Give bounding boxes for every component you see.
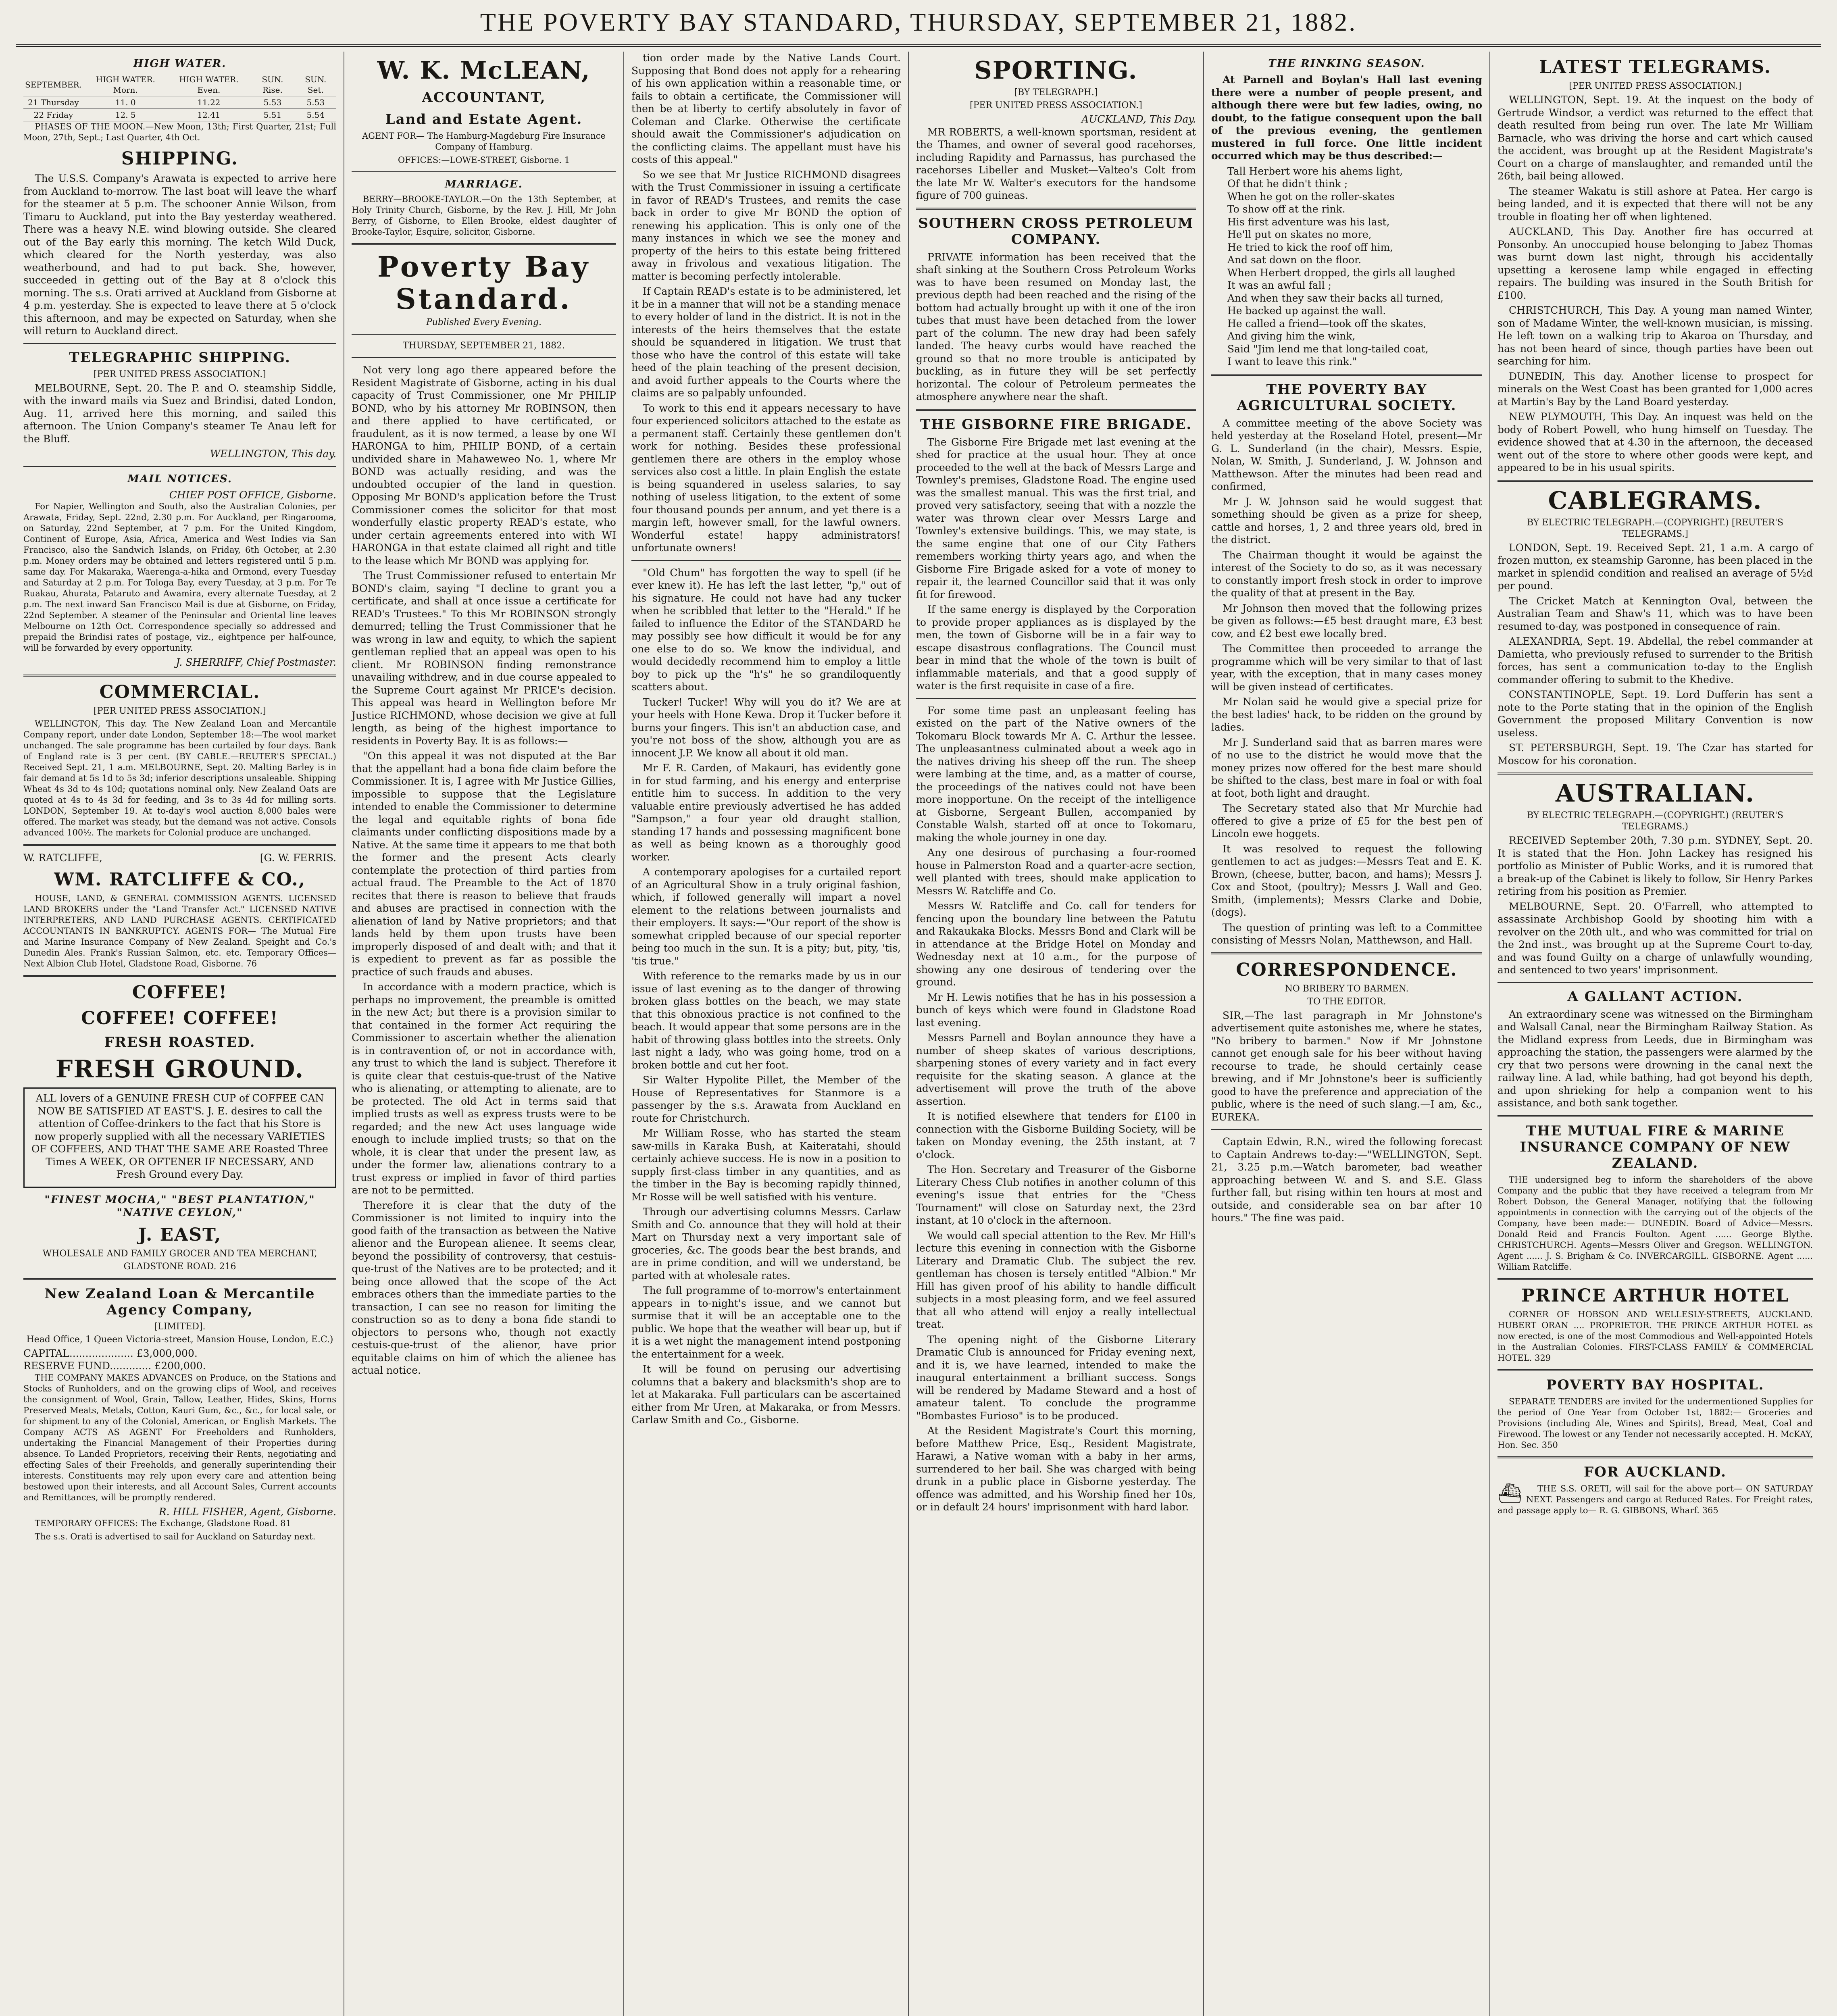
fresh-ground: FRESH GROUND.	[55, 1055, 304, 1083]
corr-head: NO BRIBERY TO BARMEN.	[1285, 983, 1409, 994]
moon-note: PHASES OF THE MOON.—New Moon, 13th; First Quarter, 21st; Full Moon, 27th, Sept.; Last Quarter, 4th Oct.	[23, 122, 336, 142]
ratcliffe-firm: WM. RATCLIFFE & CO.,	[54, 869, 306, 890]
poem-line: I want to leave this rink."	[1227, 356, 1357, 367]
corr-to: TO THE EDITOR.	[1307, 996, 1386, 1007]
fresh-roasted: FRESH ROASTED.	[104, 1034, 256, 1050]
paper-date: THURSDAY, SEPTEMBER 21, 1882.	[402, 341, 565, 351]
article-para: Mr F. R. Carden, of Makauri, has evidently gone in for stud farming, and his energy and enterprise entitle him to success. In addition to the very valuable entire previously advertised he has added "Sampson," a four year old draught stallion, standing 17 hands and possessing magnificent bone as well as being known as a thoroughly good worker.	[631, 762, 901, 863]
latest-sub: [PER UNITED PRESS ASSOCIATION.]	[1569, 81, 1741, 91]
tide-cell: 5.53	[250, 96, 295, 109]
cable-item: CONSTANTINOPLE, Sept. 19. Lord Dufferin has sent a note to the Porte stating that in the opinion of the English Government the proposed Military Convention is now useless.	[1498, 689, 1813, 739]
mail-office: CHIEF POST OFFICE, Gisborne.	[169, 489, 336, 501]
article-para: So we see that Mr Justice RICHMOND disagrees with the Trust Commissioner in issuing a certificate in favor of READ's Trustees, and remits the case back in order to give Mr BOND the option of renewing his application. This is only one of the many instances in which we see the money and property of the heirs to this estate being frittered away in frivolous and vexatious litigation. The matter is becoming perfectly intolerable.	[631, 169, 901, 282]
nzloan-reserve: RESERVE FUND............. £200,000.	[23, 1360, 206, 1372]
agri-para: The Chairman thought it would be against the interest of the Society to do so, as it was necessary to constantly import fresh stock in order to improve the quality of that at present in the Bay.	[1211, 549, 1482, 599]
rink-poem	[1211, 165, 1482, 368]
tide-header: SUN. Set.	[295, 73, 336, 96]
poem-line: He backed up against the wall.	[1227, 305, 1386, 317]
latest-title: LATEST TELEGRAMS.	[1539, 57, 1772, 77]
commercial-title: COMMERCIAL.	[99, 681, 260, 702]
telegram-item: CHRISTCHURCH, This Day. A young man named Winter, son of Madame Winter, the well-known musician, is missing. He left town on a walking trip to Akaroa on Thursday, and has not been heard of since, though parties have been out searching for him.	[1498, 304, 1813, 367]
mail-title: MAIL NOTICES.	[127, 473, 232, 485]
column-4	[908, 52, 1203, 2016]
telegraphic-sub: [PER UNITED PRESS ASSOCIATION.]	[94, 369, 266, 379]
article-para: To work to this end it appears necessary to have four experienced solicitors attached to the estate as a permanent staff. Certainly these gentlemen don't work for nothing. Besides these professional gentlemen there are others in the employ whose services also cost a little. In plain English the estate is being squandered in useless salaries, to say nothing of useless litigation, to the extent of some four thousand pounds per annum, and yet there is a margin left, however small, for the lawful owners. Wonderful estate! happy administrators! unfortunate owners!	[631, 402, 901, 554]
rinking-text: At Parnell and Boylan's Hall last evening there were a number of people present, and although there were but few ladies, owing, no doubt, to the fatigue consequent upon the ball of the previous evening, the gentlemen mustered in full force. One little incident occurred which may be thus described:—	[1211, 74, 1482, 162]
telegram-item: NEW PLYMOUTH, This Day. An inquest was held on the body of Robert Powell, who hung himself on Tuesday. The evidence showed that at 4.30 in the afternoon, the deceased went out of the store to where other goods were kept, and appeared to be in his usual spirits.	[1498, 411, 1813, 473]
australian-item: MELBOURNE, Sept. 20. O'Farrell, who attempted to assassinate Archbishop Goold by shooting him with a revolver on the 20th ult., and who was committed for trial on the 2nd inst., was brought up at the Supreme Court to-day, and was found Guilty on a charge of unlawfully wounding, and sentenced to two years' imprisonment.	[1498, 900, 1813, 976]
telegram-item: AUCKLAND, This Day. Another fire has occurred at Ponsonby. An unoccupied house belonging to Jabez Thomas was burnt down last night, through his accidentally upsetting a kerosene lamp while engaged in effecting repairs. The building was insured in the South British for £100.	[1498, 226, 1813, 301]
shipping-title: SHIPPING.	[121, 148, 239, 169]
poem-line: Tall Herbert wore his ahems light,	[1227, 165, 1403, 177]
sporting-title: SPORTING.	[974, 56, 1138, 85]
telegraphic-title: TELEGRAPHIC SHIPPING.	[69, 349, 291, 366]
coffee-varieties: "FINEST MOCHA," "BEST PLANTATION," "NATIVE CEYLON,"	[44, 1193, 315, 1219]
fire-para: The Gisborne Fire Brigade met last evening at the shed for practice at the usual hour. They at once proceeded to the well at the back of Messrs Large and Townley's premises, Gladstone Road. The engine used was the smallest manual. This was the first trial, and proved very satisfactory, seeing that with a nozzle the water was thrown clear over Messrs Large and Townley's extensive buildings. This, we may state, is the same engine that one of our City Fathers remembers working thirty years ago, and when the Gisborne Fire Brigade asked for a vote of money to repair it, the learned Councillor said that it was only fit for firewood.	[916, 436, 1196, 600]
tide-cell: 21 Thursday	[23, 96, 83, 109]
agri-para: The question of printing was left to a Committee consisting of Messrs Nolan, Matthewson, and Hall.	[1211, 921, 1482, 946]
ratcliffe-lines: HOUSE, LAND, & GENERAL COMMISSION AGENTS. LICENSED LAND BROKERS under the "Land Transfer Act." LICENSED NATIVE INTERPRETERS, AND LAND PURCHASE AGENTS. CERTIFICATED ACCOUNTANTS IN BANKRUPTCY. AGENTS FOR— The Mutual Fire and Marine Insurance Company of New Zealand. Speight and Co.'s Dunedin Ales. Frank's Russian Salmon, etc. etc. Temporary Offices—Next Albion Club Hotel, Gladstone Road, Gisborne. 76	[23, 893, 336, 968]
editorial-para: In accordance with a modern practice, which is perhaps no improvement, the preamble is omitted in the new Act; but there is a provision similar to that contained in the former Act requiring the Commissioner to ascertain whether the alienation is in contravention of, or not in accordance with, any trust to which the land is subject. Therefore it is quite clear that cestuis-que-trust of the Native who is alienating, or attempting to alienate, are to be protected. The old Act in terms said that implied trusts as well as express trusts were to be regarded; and the new Act uses language wide enough to include implied trusts; so that on the whole, it is clear that under the present law, as under the former law, alienations contrary to a trust express or implied in favor of third parties are not to be permitted.	[352, 981, 616, 1196]
agri-para: Mr Johnson then moved that the following prizes be given as follows:—£5 best draught mare, £3 best cow, and £2 best ewe locally bred.	[1211, 602, 1482, 639]
mclean-sub: Land and Estate Agent.	[385, 111, 583, 127]
coffee-box	[23, 1087, 336, 1188]
poem-line: And when they saw their backs all turned,	[1227, 292, 1443, 304]
poem-line: When he got on the roller-skates	[1227, 190, 1395, 202]
poem-line: He tried to kick the roof off him,	[1227, 241, 1393, 253]
prince-title: PRINCE ARTHUR HOTEL	[1521, 1285, 1789, 1306]
table-row	[23, 96, 336, 109]
poem-line: And sat down on the floor.	[1227, 254, 1362, 266]
nzloan-office: Head Office, 1 Queen Victoria-street, Mansion House, London, E.C.)	[26, 1334, 333, 1345]
agri-para: It was resolved to request the following gentlemen to act as judges:—Messrs Teat and E. K. Brown, (cheese, butter, bacon, and hams); Messrs J. Cox and Stoot, (poultry); Messrs J. Wall and Geo. Smith, (implements); Messrs Clarke and Dobie, (dogs).	[1211, 843, 1482, 918]
tide-cell: 5.51	[250, 109, 295, 121]
auckland-title: FOR AUCKLAND.	[1584, 1464, 1727, 1480]
article-para: With reference to the remarks made by us in our issue of last evening as to the danger of throwing broken glass bottles on the beach, we may state that this obnoxious practice is not confined to the beach. It would appear that some persons are in the habit of throwing glass bottles into the streets. Only last night a lady, who was going home, trod on a broken bottle and cut her foot.	[631, 970, 901, 1071]
poem-line: It was an awful fall ;	[1227, 279, 1332, 291]
mail-text: For Napier, Wellington and South, also the Australian Colonies, per Arawata, Friday, Sept. 22nd, 2.30 p.m. For Auckland, per Ringarooma, on Saturday, 22nd September, at 7 p.m. For the United Kingdom, Continent of Europe, Asia, Africa, America and West Indies via San Francisco, also the Sandwich Islands, on Friday, 6th October, at 2.30 p.m. Money orders may be obtained and letters registered until 5 p.m. same day. For Makaraka, Waerenga-a-hika and Ormond, every Tuesday and Saturday at 2 p.m. For Tologa Bay, every Tuesday, at 3 p.m. For Te Ruakau, Ahurata, Pataruto and Awamira, every alternate Tuesday, at 2 p.m. The next inward San Francisco Mail is due at Gisborne, on Friday, 22nd September. A steamer of the Peninsular and Oriental line leaves Melbourne on 12th Oct. Correspondence specially so addressed and prepaid the Brindisi rates of postage, viz., eightpence per half-ounce, will be forwarded by every opportunity.	[23, 502, 336, 653]
telegram-item: The steamer Wakatu is still ashore at Patea. Her cargo is being landed, and it is expected that there will not be any trouble in floating her off when lightened.	[1498, 185, 1813, 223]
agri-para: Mr J. Sunderland said that as barren mares were of no use to the district he would move that the money prizes now offered for the best mare should be shifted to the class, best mare in foal or with foal at foot, both light and draught.	[1211, 736, 1482, 799]
east-trade: WHOLESALE AND FAMILY GROCER AND TEA MERCHANT,	[42, 1248, 317, 1259]
poem-line: His first adventure was his last,	[1227, 216, 1390, 228]
telegram-item: DUNEDIN, This day. Another license to prospect for minerals on the West Coast has been granted for 1,000 acres at Martin's Bay by the Land Board yesterday.	[1498, 370, 1813, 408]
article-para: Through our advertising columns Messrs. Carlaw Smith and Co. announce that they will hold at their Mart on Thursday next a very important sale of groceries, &c. The goods bear the best brands, and are in prime condition, and will we understand, be parted with at wholesale rates.	[631, 1206, 901, 1281]
commercial-sub: [PER UNITED PRESS ASSOCIATION.]	[94, 706, 266, 716]
news-para: For some time past an unpleasant feeling has existed on the part of the Native owners of the Tokomaru Block towards Mr A. C. Arthur the lessee. The unpleasantness culminated about a week ago in the natives driving his sheep off the run. The sheep were lambing at the time, and, as a matter of course, the proceedings of the natives could not have been more inopportune. On the receipt of the intelligence at Gisborne, Sergeant Bullen, accompanied by Constable Walsh, started off at once to Tokomaru, making the whole journey in one day.	[916, 704, 1196, 843]
marriage-title: MARRIAGE.	[445, 178, 523, 190]
column-2	[344, 52, 623, 2016]
cable-sub: BY ELECTRIC TELEGRAPH.—(COPYRIGHT.) [REUTER'S TELEGRAMS.]	[1527, 517, 1783, 539]
tide-cell: 12.41	[168, 109, 250, 121]
poem-line: And giving him the wink,	[1227, 330, 1356, 342]
news-para: At the Resident Magistrate's Court this morning, before Matthew Price, Esq., Resident Magistrate, Harawi, a Native woman with a baby in her arms, surrendered to her bail. She was charged with being drunk in a public place in Gisborne yesterday. The offence was admitted, and his Worship fined her 10s, or in default 24 hours' imprisonment with hard labor.	[916, 1425, 1196, 1513]
poem-line: To show off at the rink.	[1227, 203, 1345, 215]
news-para: The Hon. Secretary and Treasurer of the Gisborne Literary Chess Club notifies in another column of this evening's issue that entries for the "Chess Tournament" will close on Saturday next, the 23rd instant, at 10 o'clock in the afternoon.	[916, 1164, 1196, 1226]
sporting-sub2: [PER UNITED PRESS ASSOCIATION.]	[970, 100, 1142, 110]
tide-header: HIGH WATER. Even.	[168, 73, 250, 96]
coffee-text: ALL lovers of a GENUINE FRESH CUP of COFFEE CAN NOW BE SATISFIED AT EAST'S. J. E. desires to call the attention of Coffee-drinkers to the fact that his Store is now properly supplied with all the necessary VARIETIES OF COFFEES, AND THAT THE SAME ARE Roasted Three Times A WEEK, OR OFTENER IF NECESSARY, AND Fresh Ground every Day.	[31, 1092, 328, 1180]
news-para: Messrs Parnell and Boylan announce they have a number of sheep skates of various descriptions, sharpening stones of every variety and in fact every requisite for the skating season. A glance at the advertisement will prove the truth of the above assertion.	[916, 1032, 1196, 1107]
poem-line: When Herbert dropped, the girls all laughed	[1227, 267, 1456, 279]
fire-para: If the same energy is displayed by the Corporation to provide proper appliances as is displayed by the men, the town of Gisborne will be in a fair way to escape disastrous conflagrations. The Council must bear in mind that the whole of the town is built of inflammable materials, and that a good supply of water is the first requisite in case of a fire.	[916, 604, 1196, 691]
corr-text: SIR,—The last paragraph in Mr Johnstone's advertisement quite astonishes me, where he states, "No bribery to barmen." Now if Mr Johnstone cannot get enough sale for his beer without having recourse to trade, he should certainly cease brewing, and if Mr Johnstone's beer is sufficiently good to have the preference and appreciation of the public, where is the need of such slang.—I am, &c., EUREKA.	[1211, 1009, 1482, 1123]
column-1	[16, 52, 344, 2016]
nzloan-ltd: [LIMITED].	[154, 1321, 206, 1332]
shipping-text: The U.S.S. Company's Arawata is expected to arrive here from Auckland to-morrow. The last boat will leave the wharf for the steamer at 5 p.m. The schooner Annie Wilson, from Timaru to Auckland, put into the Bay yesterday weathered. There was a heavy N.E. wind blowing outside. She cleared out of the Bay early this morning. The ketch Wild Duck, which cleared for the North yesterday, was also weatherbound, and had to put back. She, however, succeeded in getting out of the Bay at 8 o'clock this morning. The s.s. Orati arrived at Auckland from Gisborne at 4 p.m. yesterday. She is expected to leave there at 5 o'clock this afternoon, and may be expected on Saturday, when she will return to Auckland direct.	[23, 173, 336, 337]
article-para: The full programme of to-morrow's entertainment appears in to-night's issue, and we cannot but surmise that it will be an acceptable one to the public. We hope that the weather will bear up, but if it is a wet night the management intend postponing the entertainment for a week.	[631, 1285, 901, 1360]
tide-table	[23, 73, 336, 121]
australian-item: RECEIVED September 20th, 7.30 p.m. SYDNEY, Sept. 20. It is stated that the Hon. John Lackey has resigned his portfolio as Minister of Public Works, and it is rumored that a break-up of the Cabinet is likely to follow, Sir Henry Parkes retiring from his position as Premier.	[1498, 835, 1813, 897]
tide-header: SEPTEMBER.	[23, 73, 83, 96]
poem-line: Said "Jim lend me that long-tailed coat,	[1227, 343, 1429, 355]
sporting-sub: [BY TELEGRAPH.]	[1014, 87, 1098, 98]
tide-cell: 12. 5	[83, 109, 168, 121]
east-name: J. EAST,	[138, 1224, 222, 1245]
table-row	[23, 109, 336, 121]
mutual-text: THE undersigned beg to inform the shareholders of the above Company and the public that they have received a telegram from Mr Robert Dobson, the General Manager, notifying that the following appointments in connection with the carrying out of the objects of the Company, have been made:— DUNEDIN. Board of Advice—Messrs. Donald Reid and Francis Foulton. Agent ...... George Blythe. CHRISTCHURCH. Agents—Messrs Oliver and Gregson. WELLINGTON. Agent ...... J. S. Brigham & Co. INVERCARGILL. GISBORNE. Agent ...... William Ratcliffe.	[1498, 1175, 1813, 1272]
telegraphic-text: MELBOURNE, Sept. 20. The P. and O. steamship Siddle, with the inward mails via Suez and Brindisi, dated London, Aug. 11, arrived here this morning, and sailed this afternoon. The Union Company's steamer Te Anau left for the Bluff.	[23, 382, 336, 445]
masthead: THE POVERTY BAY STANDARD, THURSDAY, SEPTEMBER 21, 1882.	[16, 0, 1821, 47]
article-para: tion order made by the Native Lands Court. Supposing that Bond does not apply for a rehearing of his own application within a reasonable time, or fails to obtain a certificate, the Commissioner will then be at liberty to certify absolutely in favor of Coleman and Clarke. Otherwise the certificate should await the Commissioner's adjudication on the conflicting claims. The appellant must have his costs of this appeal."	[631, 52, 901, 165]
mutual-title: THE MUTUAL FIRE & MARINE INSURANCE COMPANY OF NEW ZEALAND.	[1520, 1123, 1791, 1171]
scpc-text: PRIVATE information has been received that the shaft sinking at the Southern Cross Petroleum Works was to have been resumed on Monday last, the previous depth had been reached and the rising of the bottom had actually brought up with it one of the iron tubes that must have been detached from the lower part of the column. The new dray had been safely landed. The heavy curbs would have reached the ground so that no more trouble is anticipated by buckling, as in future they will be set perfectly horizontal. The colour of Petroleum permeates the atmosphere anywhere near the shaft.	[916, 251, 1196, 402]
article-para: A contemporary apologises for a curtailed report of an Agricultural Show in a truly original fashion, which, if followed generally will impart a novel element to the relations between journalists and their employers. It says:—"Our report of the show is somewhat crippled because of our special reporter being too much in the sun. It is a pity; but, pity, 'tis, 'tis true."	[631, 866, 901, 967]
hospital-text: SEPARATE TENDERS are invited for the undermentioned Supplies for the period of One Year from October 1st, 1882:— Groceries and Provisions (including Ale, Wines and Spirits), Bread, Meat, Coal and Firewood. The lowest or any Tender not necessarily accepted. H. McKAY, Hon. Sec. 350	[1498, 1396, 1813, 1450]
tide-header: HIGH WATER. Morn.	[83, 73, 168, 96]
nzloan-temp: TEMPORARY OFFICES: The Exchange, Gladstone Road. 81	[35, 1518, 291, 1528]
news-para: The opening night of the Gisborne Literary Dramatic Club is announced for Friday evening next, and it is, we have learned, intended to make the inaugural entertainment a brilliant success. Songs will be rendered by Madame Steward and a host of amateur talent. To conclude the programme "Bombastes Furioso" is to be produced.	[916, 1333, 1196, 1422]
column-5	[1203, 52, 1489, 2016]
column-3	[623, 52, 908, 2016]
telegraphic-dateline: WELLINGTON, This day.	[210, 448, 336, 460]
ratcliffe-partners	[23, 852, 336, 864]
corr2-text: Captain Edwin, R.N., wired the following forecast to Captain Andrews to-day:—"WELLINGTON, Sept. 21, 3.25 p.m.—Watch barometer, bad weather approaching between W. and S. and S.E. Glass further fall, but rising within ten hours at most and outside, and considerable sea on bar after 10 hours." The fine was paid.	[1211, 1136, 1482, 1224]
hospital-title: POVERTY BAY HOSPITAL.	[1546, 1377, 1764, 1393]
gallant-text: An extraordinary scene was witnessed on the Birmingham and Walsall Canal, near the Birmingham Railway Station. As the Midland express from Leeds, due in Birmingham was approaching the station, the passengers were alarmed by the cry that two persons were drowning in the canal next the railway line. A lad, while bathing, had got beyond his depth, and upon shrieking for help a companion went to his assistance, and both sank together.	[1498, 1008, 1813, 1109]
mclean-title: ACCOUNTANT,	[422, 90, 546, 106]
poem-line: Of that he didn't think ;	[1227, 178, 1348, 190]
ratcliffe-right: [G. W. FERRIS.	[260, 852, 336, 864]
news-para: It is notified elsewhere that tenders for £100 in connection with the Gisborne Building Society, will be taken on Monday evening, the 25th instant, at 7 o'clock.	[916, 1110, 1196, 1160]
marriage-text: BERRY—BROOKE-TAYLOR.—On the 13th September, at Holy Trinity Church, Gisborne, by the Rev. J. Hill, Mr John Berry, of Gisborne, to Ellen Brooke, eldest daughter of Brooke-Taylor, Esquire, solicitor, Gisborne.	[352, 194, 616, 237]
ratcliffe-left: W. RATCLIFFE,	[23, 852, 102, 864]
orati-note: The s.s. Orati is advertised to sail for Auckland on Saturday next.	[35, 1532, 316, 1541]
mclean-offices: OFFICES:—LOWE-STREET, Gisborne. 1	[398, 155, 570, 165]
paper-title: Poverty Bay Standard.	[377, 250, 591, 316]
article-para: If Captain READ's estate is to be administered, let it be in a manner that will not be a standing menace to every holder of land in the district. It is not in the interests of the heirs themselves that the estate should be squandered in litigation. We trust that those who have the control of this estate will take heed of the plain teaching of the present decision, and avoid further appeals to the Courts where the claims are so palpably unfounded.	[631, 285, 901, 399]
sporting-dateline: AUCKLAND, This Day.	[1081, 113, 1196, 125]
news-para: We would call special attention to the Rev. Mr Hill's lecture this evening in connection with the Gisborne Literary and Dramatic Club. The subject the rev. gentleman has chosen is tersely entitled "Albion." Mr Hill has given proof of his ability to handle difficult subjects in a most pleasing form, and we feel assured that all who attend will enjoy a really intellectual treat.	[916, 1229, 1196, 1330]
nzloan-capital: CAPITAL.................... £3,000,000.	[23, 1347, 198, 1359]
editorial-para: Not very long ago there appeared before the Resident Magistrate of Gisborne, acting in his dual capacity of Trust Commissioner, one Mr PHILIP BOND, who by his attorney Mr ROBINSON, then and there applied to have certificated, or fraudulent, as it is now termed, a lease by one WI HARONGA to him, PHILIP BOND, of a certain undivided share in Mahaweweo No. 1, where Mr BOND was actually residing, and was the undoubted occupier of the land in question. Opposing Mr BOND's application before the Trust Commissioner comes the solicitor for that most wonderfully elastic property READ's estate, who under certain agreements entered into with WI HARONGA in that estate claimed all right and title to the lease which Mr BOND was applying for.	[352, 364, 616, 566]
australian-sub: BY ELECTRIC TELEGRAPH.—(COPYRIGHT.) (REUTER'S TELEGRAMS.)	[1527, 810, 1783, 832]
nzloan-text: THE COMPANY MAKES ADVANCES on Produce, on the Stations and Stocks of Runholders, and on the growing clips of Wool, and receives the consignment of Wool, Grain, Tallow, Leather, Hides, Skins, Horns Preserved Meats, Metals, Cotton, Kauri Gum, &c., &c., for local sale, or for shipment to any of the Colonial, American, or English Markets. The Company ACTS AS AGENT For Freeholders and Runholders, undertaking the Financial Management of their Properties during absence. To Landed Proprietors, receiving their Rents, negotiating and effecting Sales of their Freeholds, and generally superintending their interests. Constituents may rely upon every care and attention being bestowed upon their interests, and all Account Sales, Current accounts and Remittances, will be promptly rendered.	[23, 1372, 336, 1502]
nzloan-title: New Zealand Loan & Mercantile Agency Company,	[44, 1285, 315, 1318]
agri-para: Mr Nolan said he would give a special prize for the best ladies' hack, to be ridden on the ground by ladies.	[1211, 696, 1482, 733]
agri-para: A committee meeting of the above Society was held yesterday at the Roseland Hotel, present—Mr G. L. Sunderland (in the chair), Messrs. Espie, Nolan, W. Smith, J. Sunderland, J. W. Johnson and Matthewson. After the minutes had been read and confirmed,	[1211, 417, 1482, 492]
poem-line: He called a friend—took off the skates,	[1227, 317, 1427, 329]
scpc-title: SOUTHERN CROSS PETROLEUM COMPANY.	[918, 215, 1194, 248]
editorial-para: The Trust Commissioner refused to entertain Mr BOND's claim, saying "I decline to grant you a certificate, and shall at once issue a certificate for READ's Trustees." To this Mr ROBINSON strongly demurred; telling the Trust Commissioner that he was wrong in law and equity, to which the sapient gentleman replied that an appeal was open to his client. Mr ROBINSON finding remonstrance unavailing withdrew, and in due course appealed to the Supreme Court against Mr PRICE's decision. This appeal was heard in Wellington before Mr Justice RICHMOND, whose decision we give at full length, as being of the highest importance to residents in Poverty Bay. It is as follows:—	[352, 570, 616, 747]
tide-cell: 5.53	[295, 96, 336, 109]
nzloan-agent: R. HILL FISHER, Agent, Gisborne.	[158, 1506, 336, 1518]
news-para: Messrs W. Ratcliffe and Co. call for tenders for fencing upon the boundary line between the Patutu and Rakaukaka Blocks. Messrs Bond and Clark will be in attendance at the Bridge Hotel on Monday and Wednesday next at 10 a.m., for the purpose of showing any one desirous of tendering over the ground.	[916, 900, 1196, 988]
tide-cell: 5.54	[295, 109, 336, 121]
article-para: "Old Chum" has forgotten the way to spell (if he ever knew it). He has left the last letter, "p," out of his signature. He could not have had any tucker when he scribbled that letter to the "Herald." If he failed to influence the Editor of the STANDARD he may possibly see how difficult it would be for any one else to do so. We know the individual, and would decidedly recommend him to employ a little boy to pick up the "h's" he so grandiloquently scatters about.	[631, 566, 901, 693]
agri-para: The Committee then proceeded to arrange the programme which will be very similar to that of last year, with the exception, that in many cases money will be given instead of certificates.	[1211, 643, 1482, 693]
prince-text: CORNER OF HOBSON AND WELLESLY-STREETS, AUCKLAND. HUBERT ORAN .... PROPRIETOR. THE PRINCE ARTHUR HOTEL as now erected, is one of the most Commodious and Well-appointed Hotels in the Australian Colonies. FIRST-CLASS FAMILY & COMMERCIAL HOTEL. 329	[1498, 1309, 1813, 1363]
commercial-text: WELLINGTON, This day. The New Zealand Loan and Mercantile Company report, under date London, September 18:—The wool market unchanged. The sale programme has been curtailed by four days. Bank of England rate is 3 per cent. (BY CABLE.—REUTER'S SPECIAL.) Received Sept. 21, 1 a.m. MELBOURNE, Sept. 20. Malting Barley is in fair demand at 5s 1d to 5s 3d; inferior descriptions unsaleable. Shipping Wheat 4s 3d to 4s 10d; quotations nominal only. New Zealand Oats are quoted at 4s to 4s 3d for feeding, and 3s to 3s 4d for milling sorts. LONDON, September 19. At to-day's wool auction 8,000 bales were offered. The market was steady, but the demand was not active. Consols advanced 100½. The markets for Colonial produce are unchanged.	[23, 719, 336, 837]
sporting-text: MR ROBERTS, a well-known sportsman, resident at the Thames, and owner of several good racehorses, including Rapidity and Parnassus, has purchased the racehorses Libeller and Musket—Valteo's Colt from the late Mr W. Walter's executors for the handsome figure of 700 guineas.	[916, 126, 1196, 201]
agri-para: Mr J. W. Johnson said he would suggest that something should be given as a prize for sheep, cattle and horses, 1, 2 and three years old, bred in the district.	[1211, 496, 1482, 546]
tide-cell: 22 Friday	[23, 109, 83, 121]
tide-cell: 11. 0	[83, 96, 168, 109]
cable-item: LONDON, Sept. 19. Received Sept. 21, 1 a.m. A cargo of frozen mutton, ex steamship Garonne, has been placed in the market in splendid condition and realised an average of 5½d per pound.	[1498, 541, 1813, 591]
east-address: GLADSTONE ROAD. 216	[123, 1261, 236, 1272]
mail-sign: J. SHERRIFF, Chief Postmaster.	[176, 656, 336, 668]
article-para: Mr William Rosse, who has started the steam saw-mills in Karaka Bush, at Kaiteratahi, should certainly achieve success. He is now in a position to supply first-class timber in any quantities, and as the timber in the Bay is becoming rapidly thinned, Mr Rosse will be well satisfied with his venture.	[631, 1127, 901, 1203]
coffee-banner-1: COFFEE!	[132, 982, 228, 1003]
cable-title: CABLEGRAMS.	[1548, 486, 1762, 515]
cable-item: ST. PETERSBURGH, Sept. 19. The Czar has started for Moscow for his coronation.	[1498, 742, 1813, 766]
article-para: It will be found on perusing our advertising columns that a bakery and blacksmith's shop are to let at Makaraka. Full particulars can be ascertained either from Mr Uren, at Makaraka, or from Messrs. Carlaw Smith and Co., Gisborne.	[631, 1363, 901, 1426]
editorial-para: Therefore it is clear that the duty of the Commissioner is not limited to inquiry into the good faith of the transaction as between the Native alienor and the European alienee. It seems clear, beyond the possibility of controversy, that cestuis-que-trust of the Natives are to be protected; and it being once allowed that the scope of the Act embraces others than the immediate parties to the transaction, I can see no reason for limiting the construction so as to deny a bona fide standi to objectors to persons who, though not exactly cestuis-que-trust of the alienor, have prior equitable claims on him of which the alienee has actual notice.	[352, 1199, 616, 1376]
poem-line: He'll put on skates no more,	[1227, 229, 1372, 240]
agri-title: THE POVERTY BAY AGRICULTURAL SOCIETY.	[1237, 381, 1457, 414]
column-6	[1489, 52, 1820, 2016]
corr-title: CORRESPONDENCE.	[1236, 959, 1458, 980]
gallant-title: A GALLANT ACTION.	[1567, 988, 1743, 1005]
steamship-icon: ⛴	[1498, 1482, 1522, 1505]
news-para: Any one desirous of purchasing a four-roomed house in Palmerston Road and a quarter-acre section, well planted with trees, should make application to Messrs W. Ratcliffe and Co.	[916, 847, 1196, 897]
agri-para: The Secretary stated also that Mr Murchie had offered to give a prize of £5 for the best pen of Lincoln ewe hoggets.	[1211, 802, 1482, 839]
published: Published Every Evening.	[426, 317, 542, 327]
news-para: Mr H. Lewis notifies that he has in his possession a bunch of keys which were found in Gladstone Road last evening.	[916, 991, 1196, 1029]
fire-title: THE GISBORNE FIRE BRIGADE.	[920, 416, 1192, 433]
auckland-text: THE S.S. ORETI, will sail for the above port— ON SATURDAY NEXT. Passengers and cargo at Reduced Rates. For Freight rates, and passage apply to— R. G. GIBBONS, Wharf. 365	[1498, 1483, 1813, 1515]
tide-header: SUN. Rise.	[250, 73, 295, 96]
article-para: Sir Walter Hypolite Pillet, the Member of the House of Representatives for Stanmore is a passenger by the s.s. Arawata from Auckland en route for Christchurch.	[631, 1074, 901, 1124]
australian-title: AUSTRALIAN.	[1556, 779, 1755, 808]
cable-item: The Cricket Match at Kennington Oval, between the Australian Team and Shaw's 11, which was to have been resumed to-day, was postponed in consequence of rain.	[1498, 595, 1813, 632]
editorial-para: "On this appeal it was not disputed at the Bar that the appellant had a bona fide claim before the Commissioner. It is, I agree with Mr Justice Gillies, impossible to suppose that the Legislature intended to enable the Commissioner to determine the legal and equitable rights of bona fide claimants under conflicting dispositions made by a Native. At the same time it appears to me that both the former and the present Acts clearly contemplate the protection of third parties from actual fraud. The Preamble to the Act of 1870 recites that there is reason to believe that frauds and abuses are practised in connection with the alienation of land by Native proprietors; and that lands held by them upon trusts have been improperly disposed of and dealt with; and that it is expedient to prevent as far as possible the practice of such frauds and abuses.	[352, 750, 616, 978]
high-water-title: HIGH WATER.	[133, 58, 227, 70]
mclean-name: W. K. McLEAN,	[377, 56, 591, 85]
article-para: Tucker! Tucker! Why will you do it? We are at your heels with Hone Kewa. Drop it Tucker before it burns your fingers. This isn't an abduction case, and you're not boss of the show, although you are as innocent J.P. We know all about it old man.	[631, 696, 901, 759]
tide-cell: 11.22	[168, 96, 250, 109]
mclean-agent: AGENT FOR— The Hamburg-Magdeburg Fire Insurance Company of Hamburg.	[362, 131, 606, 152]
cable-item: ALEXANDRIA, Sept. 19. Abdellal, the rebel commander at Damietta, who previously refused to surrender to the British forces, has sent a communication to-day to the English commander offering to submit to the Khedive.	[1498, 635, 1813, 685]
rinking-title: THE RINKING SEASON.	[1268, 58, 1425, 70]
telegram-item: WELLINGTON, Sept. 19. At the inquest on the body of Gertrude Windsor, a verdict was returned to the effect that death resulted from being run over. The late Mr William Barnacle, who was driving the horse and cart which caused the accident, was brought up at the Resident Magistrate's Court on a charge of manslaughter, and remanded until the 26th, bail being allowed.	[1498, 94, 1813, 182]
coffee-banner-2: COFFEE! COFFEE!	[81, 1008, 279, 1029]
